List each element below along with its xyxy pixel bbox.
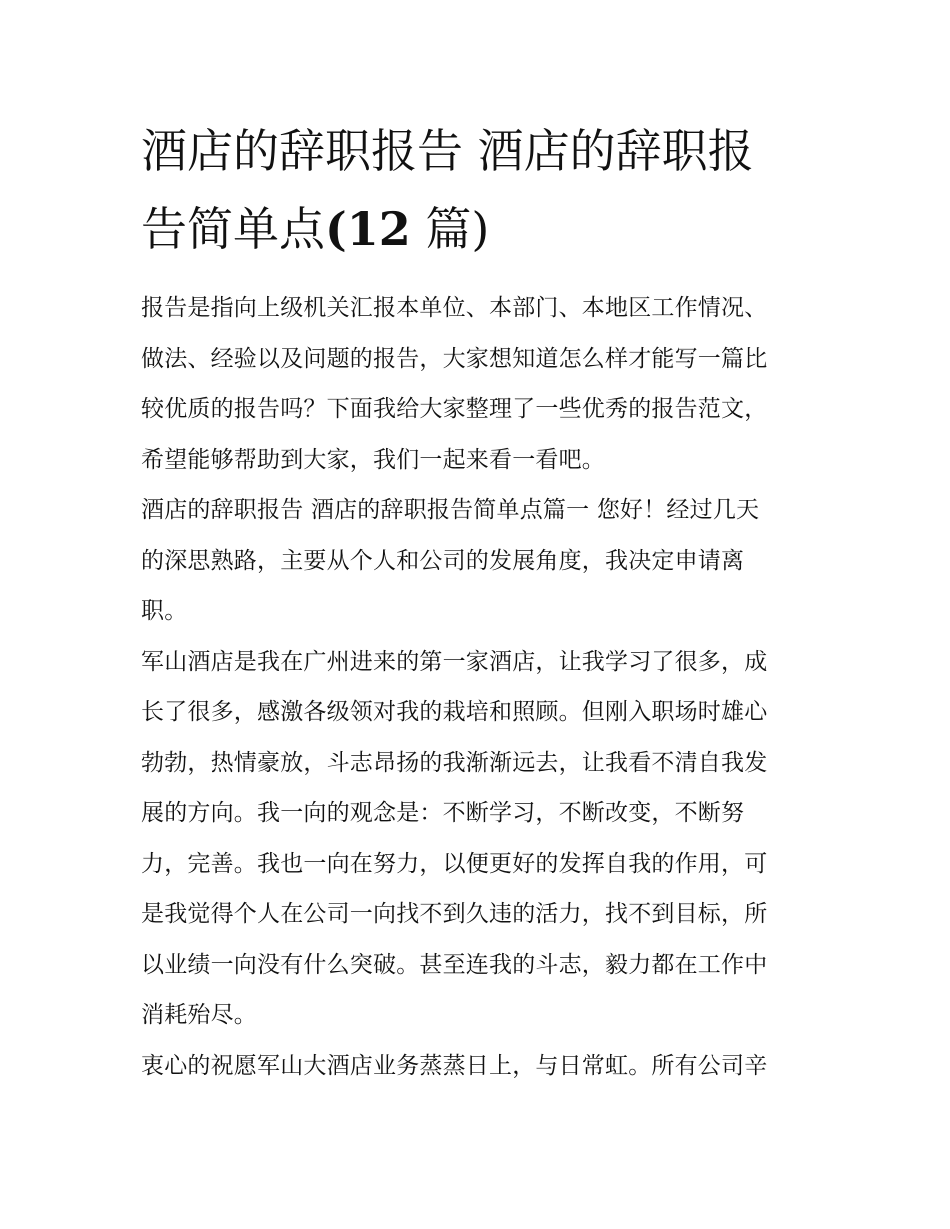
page-title: [141, 112, 841, 268]
text-line: 是我觉得个人在公司一向找不到久违的活力，找不到目标，所: [141, 901, 768, 927]
text-line: 以业绩一向没有什么突破。甚至连我的斗志，毅力都在工作中: [141, 951, 768, 978]
text-line: 勃勃，热情豪放，斗志昂扬的我渐渐远去，让我看不清自我发: [141, 749, 768, 776]
text-line: 酒店的辞职报告 酒店的辞职报告简单点篇一 您好！经过几天: [141, 497, 760, 523]
text-line: 长了很多，感激各级领对我的栽培和照顾。但刚入职场时雄心: [141, 699, 768, 725]
text-line: 做法、经验以及问题的报告，大家想知道怎么样才能写一篇比: [141, 345, 768, 372]
paragraph: [141, 637, 821, 1041]
text-line: 力，完善。我也一向在努力，以便更好的发挥自我的作用，可: [141, 850, 768, 877]
paragraph: [141, 283, 821, 485]
text-line: 消耗殆尽。: [141, 1002, 257, 1028]
text-line: 较优质的报告吗？下面我给大家整理了一些优秀的报告范文，: [141, 396, 768, 422]
paragraph: [141, 485, 821, 637]
text-line: 希望能够帮助到大家，我们一起来看一看吧。: [141, 446, 605, 473]
text-line: 军山酒店是我在广州进来的第一家酒店，让我学习了很多，成: [141, 648, 768, 675]
text-line: 的深思熟路，主要从个人和公司的发展角度，我决定申请离: [141, 547, 745, 574]
paragraph: [141, 1041, 821, 1092]
text-line: 衷心的祝愿军山大酒店业务蒸蒸日上，与日常虹。所有公司辛: [141, 1052, 768, 1079]
text-line: 报告是指向上级机关汇报本单位、本部门、本地区工作情况、: [141, 295, 768, 321]
text-line: 职。: [141, 598, 188, 624]
title-line: 告简单点(12 篇): [141, 202, 490, 256]
document-body: [141, 283, 821, 1091]
text-line: 展的方向。我一向的观念是：不断学习，不断改变，不断努: [141, 800, 745, 826]
title-line: 酒店的辞职报告 酒店的辞职报: [141, 124, 754, 178]
